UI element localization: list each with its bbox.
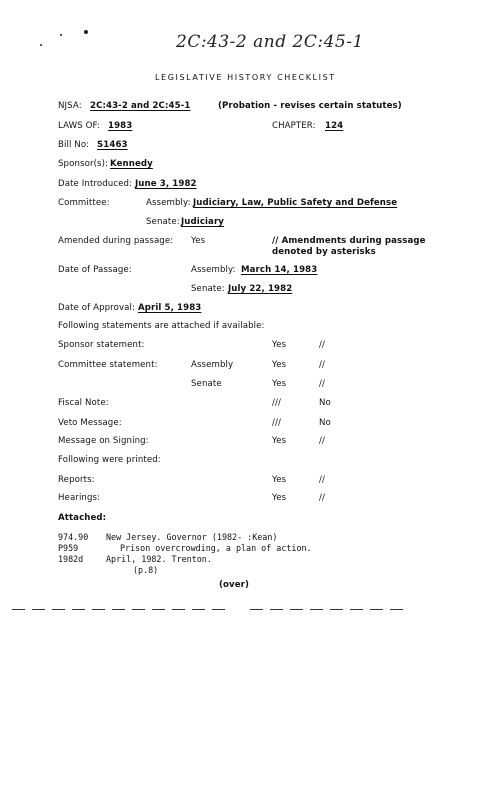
committee-statement-assembly-mark: //	[319, 360, 325, 370]
attached-call-number-1: 974.90	[58, 532, 89, 542]
dashed-divider	[12, 607, 407, 611]
committee-statement-senate-mark: //	[319, 379, 325, 389]
message-on-signing-answer: Yes	[272, 436, 287, 446]
fiscal-note-answer: ///	[272, 398, 281, 408]
passage-assembly-value: March 14, 1983	[241, 265, 318, 275]
date-of-approval-value: April 5, 1983	[138, 303, 202, 313]
sponsor-statement-answer: Yes	[272, 340, 287, 350]
handwritten-header: 2C:43-2 and 2C:45-1	[176, 32, 364, 52]
committee-statement-assembly: Assembly	[191, 360, 234, 370]
date-of-passage-label: Date of Passage:	[58, 265, 132, 275]
committee-statement-label: Committee statement:	[58, 360, 158, 370]
committee-statement-senate: Senate	[191, 379, 222, 389]
committee-senate-value: Judiciary	[181, 217, 224, 227]
sponsor-statement-mark: //	[319, 340, 325, 350]
hearings-label: Hearings:	[58, 493, 101, 503]
over-note: (over)	[219, 580, 250, 590]
reports-mark: //	[319, 475, 325, 485]
fiscal-note-mark: No	[319, 398, 331, 408]
fiscal-note-label: Fiscal Note:	[58, 398, 109, 408]
following-printed-heading: Following were printed:	[58, 455, 161, 465]
chapter-label: CHAPTER:	[272, 121, 316, 131]
amended-note-line2: denoted by asterisks	[272, 247, 376, 257]
sponsor-statement-label: Sponsor statement:	[58, 340, 145, 350]
committee-statement-assembly-answer: Yes	[272, 360, 287, 370]
committee-label: Committee:	[58, 198, 110, 208]
page-title: LEGISLATIVE HISTORY CHECKLIST	[155, 73, 336, 82]
bill-no-label: Bill No:	[58, 140, 90, 150]
laws-of-value: 1983	[108, 121, 133, 131]
committee-statement-senate-answer: Yes	[272, 379, 287, 389]
passage-senate-label: Senate:	[191, 284, 225, 294]
following-attached-heading: Following statements are attached if available:	[58, 321, 265, 331]
veto-message-mark: No	[319, 418, 331, 428]
chapter-value: 124	[325, 121, 344, 131]
veto-message-answer: ///	[272, 418, 281, 428]
date-of-approval-label: Date of Approval:	[58, 303, 136, 313]
reports-answer: Yes	[272, 475, 287, 485]
njsa-label: NJSA:	[58, 101, 82, 111]
njsa-value: 2C:43-2 and 2C:45-1	[90, 101, 191, 111]
attached-entry-line-4: (p.8)	[133, 565, 159, 575]
date-introduced-label: Date Introduced:	[58, 179, 133, 189]
date-introduced-value: June 3, 1982	[135, 179, 197, 189]
attached-call-number-2: P959	[58, 543, 79, 553]
sponsor-value: Kennedy	[110, 159, 153, 169]
message-on-signing-mark: //	[319, 436, 325, 446]
committee-assembly-value: Judiciary, Law, Public Safety and Defense	[193, 198, 398, 208]
hearings-mark: //	[319, 493, 325, 503]
attached-call-number-3: 1982d	[58, 554, 84, 564]
scan-speck	[40, 44, 42, 46]
amended-label: Amended during passage:	[58, 236, 174, 246]
amended-note-line1: // Amendments during passage	[272, 236, 426, 246]
amended-value: Yes	[191, 236, 206, 246]
attached-label: Attached:	[58, 513, 107, 523]
attached-entry-line-2: Prison overcrowding, a plan of action.	[120, 543, 312, 553]
reports-label: Reports:	[58, 475, 95, 485]
committee-senate-label: Senate:	[146, 217, 180, 227]
njsa-note: (Probation - revises certain statutes)	[218, 101, 402, 111]
hearings-answer: Yes	[272, 493, 287, 503]
laws-of-label: LAWS OF:	[58, 121, 100, 131]
scan-speck	[60, 34, 62, 36]
bill-no-value: S1463	[97, 140, 128, 150]
attached-entry-line-1: New Jersey. Governor (1982- :Kean)	[106, 532, 278, 542]
message-on-signing-label: Message on Signing:	[58, 436, 149, 446]
sponsor-label: Sponsor(s):	[58, 159, 109, 169]
committee-assembly-label: Assembly:	[146, 198, 191, 208]
veto-message-label: Veto Message:	[58, 418, 122, 428]
passage-senate-value: July 22, 1982	[228, 284, 293, 294]
scan-speck	[84, 30, 88, 34]
passage-assembly-label: Assembly:	[191, 265, 236, 275]
attached-entry-line-3: April, 1982. Trenton.	[106, 554, 212, 564]
